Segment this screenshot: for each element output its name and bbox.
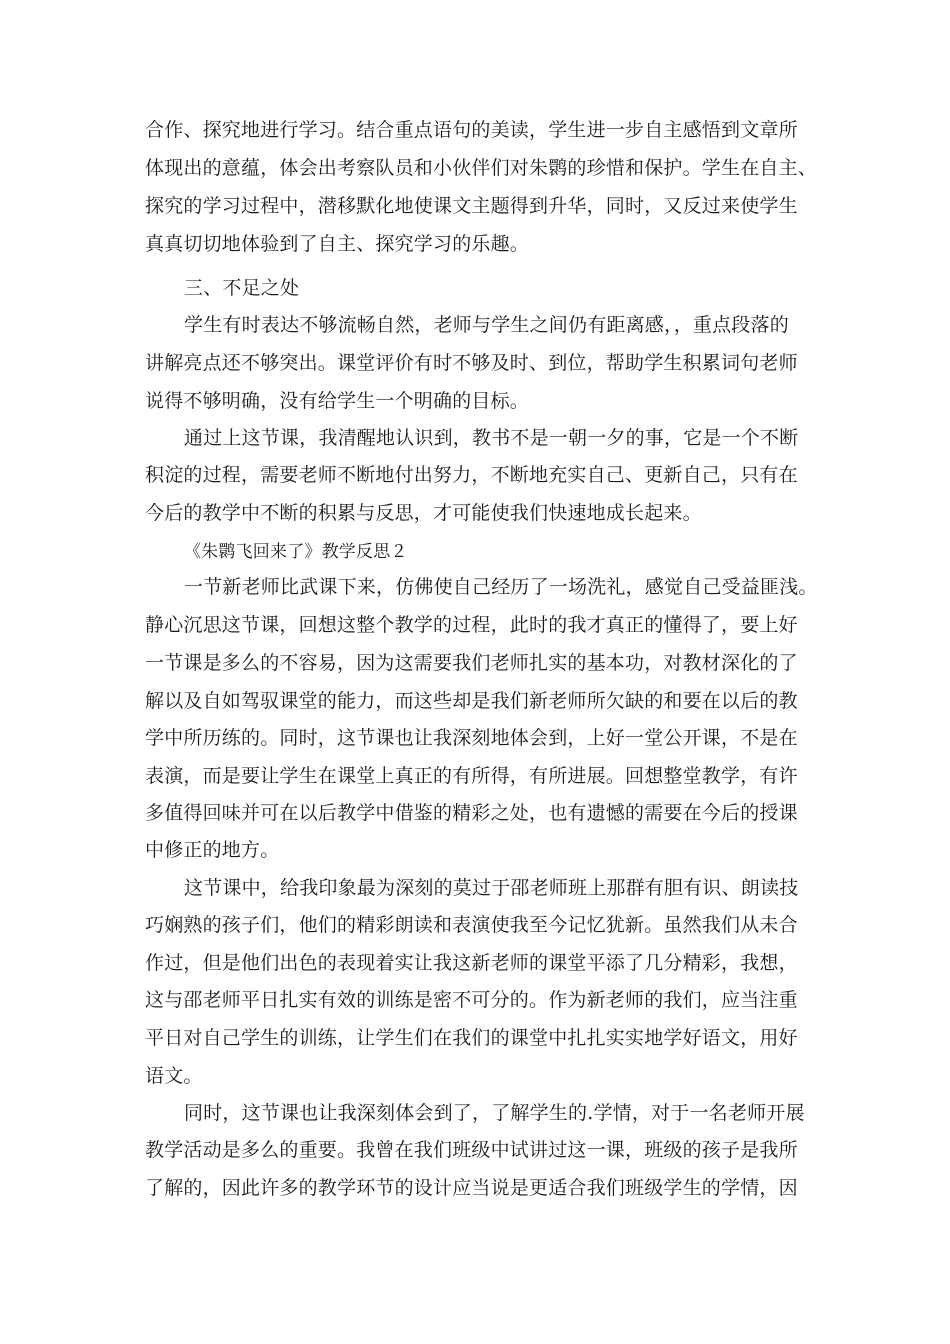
text-line: 教学活动是多么的重要。我曾在我们班级中试讲过这一课，班级的孩子是我所 [145,1139,798,1161]
section-heading: 三、不足之处 [184,277,300,299]
text-line: 真真切切地体验到了自主、探究学习的乐趣。 [145,233,530,255]
text-line: 学中所历练的。同时，这节课也让我深刻地体会到，上好一堂公开课，不是在 [145,727,798,749]
text-line: 合作、探究地进行学习。结合重点语句的美读，学生进一步自主感悟到文章所 [145,119,798,141]
text-line: 一节课是多么的不容易，因为这需要我们老师扎实的基本功，对教材深化的了 [145,652,798,674]
text-line: 平日对自己学生的训练，让学生们在我们的课堂中扎扎实实地学好语文，用好 [145,1027,798,1049]
text-line: 通过上这节课，我清醒地认识到，教书不是一朝一夕的事，它是一个不断 [184,427,799,449]
document-subtitle: 《朱鹮飞回来了》教学反思２ [184,542,408,562]
text-line: 静心沉思这节课，回想这整个教学的过程，此时的我才真正的懂得了，要上好 [145,614,798,636]
text-line: 同时，这节课也让我深刻体会到了，了解学生的.学情，对于一名老师开展 [184,1102,805,1124]
text-line: 这节课中，给我印象最为深刻的莫过于邵老师班上那群有胆有识、朗读技 [184,877,799,899]
text-line: 积淀的过程，需要老师不断地付出努力，不断地充实自己、更新自己，只有在 [145,464,798,486]
text-line: 体现出的意蕴，体会出考察队员和小伙伴们对朱鹮的珍惜和保护。学生在自主、 [145,157,818,179]
text-line: 中修正的地方。 [145,839,280,861]
text-line: 讲解亮点还不够突出。课堂评价有时不够及时、到位，帮助学生积累词句老师 [145,352,798,374]
text-line: 巧娴熟的孩子们，他们的精彩朗读和表演使我至今记忆犹新。虽然我们从未合 [145,914,798,936]
text-line: 这与邵老师平日扎实有效的训练是密不可分的。作为新老师的我们，应当注重 [145,989,798,1011]
text-line: 语文。 [145,1065,203,1087]
text-line: 表演，而是要让学生在课堂上真正的有所得，有所进展。回想整堂教学，有许 [145,765,798,787]
text-line: 解以及自如驾驭课堂的能力，而这些却是我们新老师所欠缺的和要在以后的教 [145,690,798,712]
text-line: 学生有时表达不够流畅自然，老师与学生之间仍有距离感，，重点段落的 [184,314,789,336]
text-line: 一节新老师比武课下来，仿佛使自己经历了一场洗礼，感觉自己受益匪浅。 [184,576,818,598]
text-line: 作过，但是他们出色的表现着实让我这新老师的课堂平添了几分精彩，我想， [145,952,798,974]
text-line: 了解的，因此许多的教学环节的设计应当说是更适合我们班级学生的学情，因 [145,1177,798,1199]
text-line: 探究的学习过程中，潜移默化地使课文主题得到升华，同时，又反过来使学生 [145,195,798,217]
text-line: 多值得回味并可在以后教学中借鉴的精彩之处，也有遗憾的需要在今后的授课 [145,802,798,824]
text-line: 说得不够明确，没有给学生一个明确的目标。 [145,390,530,412]
text-line: 今后的教学中不断的积累与反思，才可能使我们快速地成长起来。 [145,502,702,524]
